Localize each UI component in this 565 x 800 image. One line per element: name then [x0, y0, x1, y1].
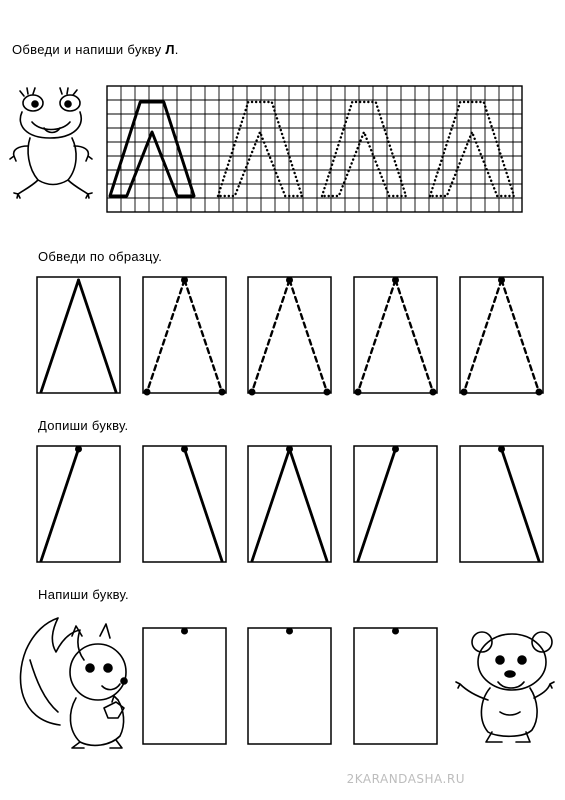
grid-border [107, 86, 522, 212]
complete-box [460, 446, 543, 562]
heading-target-letter: Л [165, 42, 175, 57]
end-dot [355, 389, 362, 396]
grid-letters [110, 102, 514, 196]
stroke-right-dashed [185, 280, 223, 392]
end-dot [219, 389, 226, 396]
end-dot [249, 389, 256, 396]
stroke-right-dashed [396, 280, 434, 392]
complete-box [37, 446, 120, 562]
stroke-left [41, 280, 79, 392]
letter-grid [107, 86, 522, 212]
end-dot [536, 389, 543, 396]
heading-trace-write-prefix: Обведи и напиши букву [12, 42, 162, 57]
trace-sample-row [37, 277, 543, 396]
write-letter-row [143, 628, 437, 745]
start-dot [286, 628, 293, 635]
heading-complete: Допиши букву. [38, 418, 129, 433]
stroke-right [185, 449, 223, 561]
write-box [143, 628, 226, 744]
stroke-left-dashed [464, 280, 502, 392]
stroke-right [502, 449, 540, 561]
bear-icon [456, 632, 554, 742]
stroke-right [290, 449, 328, 561]
heading-trace-write-suffix: . [174, 42, 179, 57]
end-dot [144, 389, 151, 396]
write-box [354, 628, 437, 744]
heading-trace-sample: Обведи по образцу. [38, 249, 163, 264]
squirrel-icon [20, 618, 127, 748]
stroke-left-dashed [252, 280, 290, 392]
heading-write: Напиши букву. [38, 587, 129, 602]
sample-box [354, 277, 437, 393]
complete-letter-row [37, 446, 543, 563]
stroke-left-dashed [147, 280, 185, 392]
start-dot [181, 628, 188, 635]
complete-box [248, 446, 331, 562]
end-dot [324, 389, 331, 396]
sample-box [248, 277, 331, 393]
stroke-left-dashed [358, 280, 396, 392]
frog-icon [10, 88, 92, 198]
stroke-left [252, 449, 290, 561]
complete-box [354, 446, 437, 562]
end-dot [430, 389, 437, 396]
stroke-right [79, 280, 117, 392]
stroke-left [358, 449, 396, 561]
sample-box [37, 277, 120, 393]
stroke-left [41, 449, 79, 561]
stroke-right-dashed [290, 280, 328, 392]
sample-box [143, 277, 226, 393]
complete-box [143, 446, 226, 562]
grid-letter-sample [110, 102, 194, 196]
stroke-right-dashed [502, 280, 540, 392]
watermark: 2KARANDASHA.RU [346, 772, 465, 786]
end-dot [461, 389, 468, 396]
sample-box [460, 277, 543, 393]
start-dot [392, 628, 399, 635]
write-box [248, 628, 331, 744]
grid-letter-dotted [322, 102, 406, 196]
